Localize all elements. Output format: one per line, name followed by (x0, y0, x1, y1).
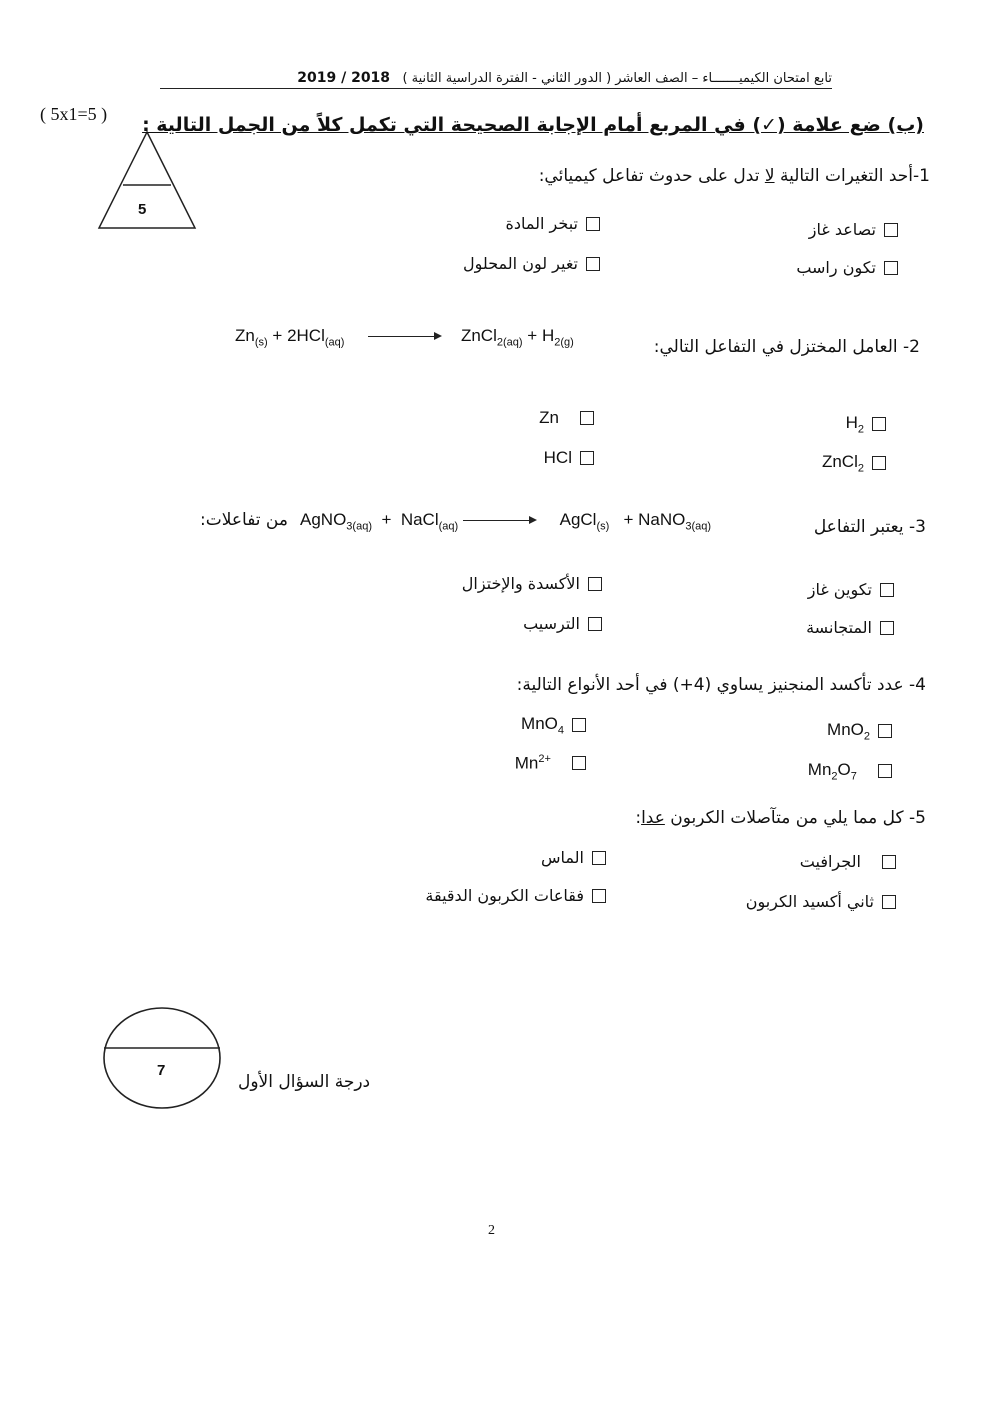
option-label (515, 753, 551, 774)
q3-option-a[interactable] (808, 580, 894, 599)
chem-h: H (845, 413, 858, 432)
chem-sub: 2 (863, 730, 870, 743)
q5-emphasis: عدا (641, 808, 665, 828)
checkbox[interactable] (884, 223, 898, 237)
question-3-start: 3- يعتبر التفاعل (813, 517, 926, 537)
chem-sub: 2 (857, 423, 864, 436)
q1-text-before: أحد التغيرات التالية (774, 166, 914, 186)
checkbox[interactable] (878, 764, 892, 778)
checkbox[interactable] (592, 889, 606, 903)
checkbox[interactable] (882, 895, 896, 909)
chem-sub: (s) (596, 520, 610, 533)
triangle-shape (99, 132, 195, 228)
checkbox[interactable] (572, 756, 586, 770)
q2-equation (235, 326, 574, 348)
checkbox[interactable] (872, 417, 886, 431)
option-label: تصاعد غاز (808, 220, 876, 239)
chem-sub: (aq) (438, 520, 459, 533)
page-number: 2 (488, 1223, 495, 1238)
q5-option-d[interactable] (425, 886, 606, 905)
option-label (846, 413, 864, 435)
q3-option-d[interactable] (523, 614, 602, 633)
option-label: تكوين غاز (807, 580, 872, 599)
chem-state: (s) (254, 336, 268, 349)
plus-sign: + (527, 326, 538, 345)
checkbox[interactable] (572, 718, 586, 732)
q5-text-before: 5- كل مما يلي من متآصلات الكربون (664, 808, 926, 828)
checkbox[interactable] (586, 257, 600, 271)
option-label: تغير لون المحلول (463, 254, 578, 273)
chem-agno: AgNO (300, 510, 347, 529)
option-label (827, 720, 870, 742)
option-label: تكون راسب (796, 258, 876, 277)
option-label: الجرافيت (799, 852, 861, 871)
checkbox[interactable] (580, 411, 594, 425)
option-label (822, 452, 864, 474)
chem-sub: 3(aq) (346, 520, 372, 533)
q1-option-c[interactable] (796, 258, 898, 277)
chem-nacl: NaCl (400, 510, 439, 529)
option-label (808, 760, 857, 782)
plus-sign: + (272, 326, 283, 345)
question-4-text: 4- عدد تأكسد المنجنيز يساوي (4+) في أحد الأنواع التالية: (516, 675, 926, 695)
q1-option-a[interactable] (809, 220, 898, 239)
option-label: ثاني أكسيد الكربون (745, 892, 874, 911)
q5-option-c[interactable] (746, 892, 896, 911)
checkbox[interactable] (586, 217, 600, 231)
checkbox[interactable] (872, 456, 886, 470)
plus-sign: + (381, 510, 392, 529)
q2-option-hcl[interactable] (544, 448, 594, 468)
q5-option-a[interactable] (800, 852, 896, 871)
question-1 (539, 166, 930, 186)
chem-zncl: ZnCl (460, 326, 497, 345)
q1-number: 1- (913, 166, 930, 186)
triangle-score-value: 5 (138, 201, 147, 218)
chem-zncl: ZnCl (821, 452, 858, 471)
section-suffix: ) في المربع أمام الإجابة الصحيحة التي تكمل كلاً من الجمل التالية : (142, 114, 762, 136)
question-5 (635, 808, 926, 828)
checkbox[interactable] (880, 621, 894, 635)
q5-option-b[interactable] (541, 848, 606, 867)
circle-score-value: 7 (157, 1062, 166, 1079)
q3-option-c[interactable] (806, 618, 894, 637)
q5-text-after: : (635, 808, 642, 828)
q2-option-h2[interactable] (846, 413, 886, 435)
chem-sub: 7 (850, 770, 857, 783)
circle-shape (104, 1008, 220, 1108)
q1-option-b[interactable] (506, 214, 600, 233)
checkbox[interactable] (880, 583, 894, 597)
chem-mno: MnO (827, 720, 864, 739)
option-label: المتجانسة (806, 618, 872, 637)
option-label: فقاعات الكربون الدقيقة (425, 886, 584, 905)
q1-option-d[interactable] (463, 254, 600, 273)
q4-option-mn2plus[interactable] (515, 753, 586, 774)
q3-option-b[interactable] (462, 574, 602, 593)
grade-label: درجة السؤال الأول (238, 1072, 371, 1092)
triangle-score-box (95, 128, 199, 232)
chem-sub: 2(aq) (496, 336, 523, 349)
chem-h: H (541, 326, 555, 345)
check-mark-icon: ✓ (761, 114, 777, 136)
chem-sub: 2(g) (554, 336, 574, 349)
q4-option-mn2o7[interactable] (808, 760, 892, 782)
chem-sup: 2+ (538, 753, 551, 765)
header-year: 2019 / 2018 (297, 70, 391, 86)
option-label: الأكسدة والإختزال (461, 574, 580, 593)
q4-option-mno2[interactable] (827, 720, 892, 742)
reaction-arrow-icon (463, 516, 537, 526)
plus-sign: + (623, 510, 634, 529)
q2-option-zncl2[interactable] (822, 452, 886, 474)
chem-state: (aq) (324, 336, 345, 349)
chem-mno: MnO (521, 714, 558, 733)
option-label: الماس (541, 848, 584, 867)
option-label: Zn (539, 408, 559, 427)
q1-emphasis: لا (764, 166, 775, 186)
q4-option-mno4[interactable] (521, 714, 586, 736)
chem-sub: 3(aq) (685, 520, 712, 533)
q2-option-zn[interactable] (539, 408, 594, 428)
checkbox[interactable] (878, 724, 892, 738)
header-text: تابع امتحان الكيميـــــــاء – الصف العاشر ( الدور الثاني - الفترة الدراسية الثانية ) (402, 71, 832, 86)
score-formula: ( 5x1=5 ) (40, 104, 108, 124)
section-title (142, 114, 924, 136)
option-label: تبخر المادة (505, 214, 578, 233)
question-3-end: من تفاعلات: (200, 510, 288, 530)
q3-equation (300, 510, 711, 532)
chem-zn: Zn (235, 326, 255, 345)
checkbox[interactable] (580, 451, 594, 465)
chem-o: O (837, 760, 851, 779)
checkbox[interactable] (588, 577, 602, 591)
chem-sub: 2 (857, 462, 864, 475)
option-label: HCl (543, 448, 572, 467)
reaction-arrow-icon (368, 332, 442, 342)
chem-mn: Mn (807, 760, 832, 779)
option-label (521, 714, 564, 736)
checkbox[interactable] (884, 261, 898, 275)
chem-nano: NaNO (638, 510, 686, 529)
checkbox[interactable] (592, 851, 606, 865)
exam-header (160, 70, 832, 89)
section-prefix: (ب) ضع علامة ( (776, 114, 924, 136)
option-label: الترسيب (523, 614, 580, 633)
chem-sub: 2 (831, 770, 838, 783)
checkbox[interactable] (882, 855, 896, 869)
chem-sub: 4 (557, 724, 564, 737)
q1-text-after: تدل على حدوث تفاعل كيميائي: (538, 166, 765, 186)
checkbox[interactable] (588, 617, 602, 631)
chem-agcl: AgCl (559, 510, 597, 529)
circle-score-box (100, 1004, 224, 1112)
question-2-text: 2- العامل المختزل في التفاعل التالي: (653, 337, 920, 357)
chem-hcl: 2HCl (287, 326, 325, 345)
chem-mn: Mn (514, 753, 539, 773)
